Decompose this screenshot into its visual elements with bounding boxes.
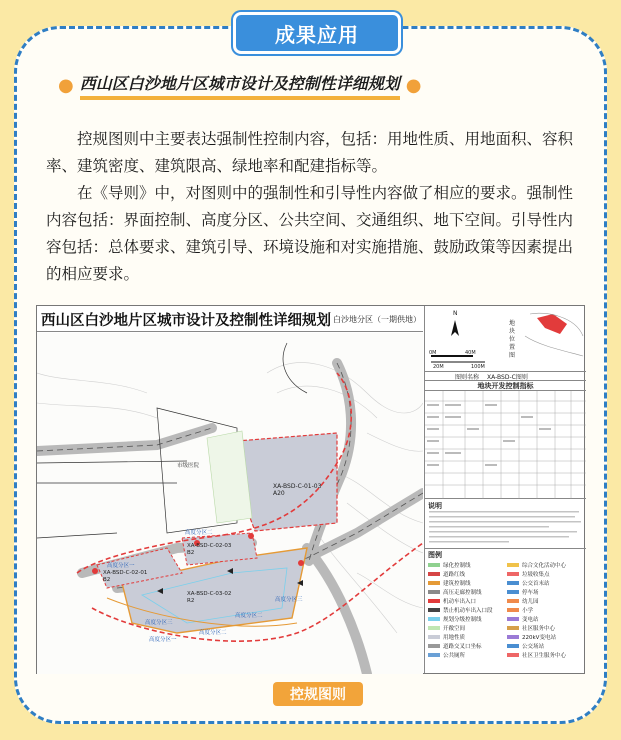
legend-item: 公交场站 (507, 642, 544, 650)
sheet-row (425, 372, 586, 381)
scale-40: 40M (465, 350, 476, 356)
description-paragraph-1: 控规图则中主要表达强制性控制内容，包括：用地性质、用地面积、容积率、建筑密度、建筑限高、绿地率和配建指标等。 (46, 130, 574, 175)
legend-item: 社区服务中心 (507, 624, 555, 632)
description-paragraph-2: 在《导则》中，对图则中的强制性和引导性内容做了相应的要求。强制性内容包括：界面控制、高度分区、公共空间、交通组织、地下空间。引导性内容包括：总体要求、建筑引导、环境设施和对实施措施、鼓励政策等因素提出的相应要求。 (46, 184, 574, 283)
legend-item: 变电站 (507, 615, 539, 623)
legend-item: 公共厕所 (428, 651, 465, 659)
map-subtitle: 白沙地分区（一期供地） (333, 315, 421, 324)
caption-badge-label: 控规图则 (290, 687, 346, 703)
legend-item: 绿化控制线 (428, 561, 471, 569)
height-zone-label: 高度分区一 (107, 563, 135, 569)
control-plan-map (36, 305, 585, 674)
sheet-label: 图则名称 (455, 373, 480, 381)
legend-item: 规划分级控制线 (428, 615, 482, 623)
map-svg (37, 333, 423, 674)
caption-badge (273, 682, 363, 706)
legend-item: 开敞空间 (428, 624, 465, 632)
legend-item: 道路交叉口坐标 (428, 642, 482, 650)
plot-label-a20: XA-BSD-C-01-03 A20 (273, 483, 322, 497)
legend-title: 图例 (428, 551, 442, 559)
north-arrow-icon (425, 306, 586, 372)
map-drawing (37, 333, 423, 674)
scale-100: 100M (471, 364, 485, 370)
bullet-dot-icon: ● (405, 74, 422, 96)
height-zone-label: 高度分区三 (275, 597, 303, 603)
legend-item: 220kV变电站 (507, 633, 556, 641)
scale-20: 20M (433, 364, 444, 370)
legend-item: 禁止机动车出入口段 (428, 606, 493, 614)
legend-item: 停车场 (507, 588, 539, 596)
notes-box (425, 499, 586, 549)
indicator-table (425, 391, 586, 499)
height-zone-label: 高度分区二 (185, 530, 213, 536)
height-zone-label: 高度分区三 (145, 620, 173, 626)
plot-label-hospital: 市级医院 (177, 463, 200, 469)
legend-item: 垃圾收集点 (507, 570, 550, 578)
legend-item: 幼儿园 (507, 597, 539, 605)
sheet-code: XA-BSD-C图则 (487, 373, 528, 381)
height-zone-label: 高度分区一 (149, 637, 177, 643)
project-title: 西山区白沙地片区城市设计及控制性详细规划 (80, 71, 400, 100)
notes-title: 说明 (428, 502, 442, 510)
plot-label-c02: XA-BSD-C-03-02 R2 (187, 591, 232, 604)
indicator-table-grid (425, 391, 586, 499)
description (46, 126, 582, 288)
height-zone-label: 高度分区二 (199, 630, 227, 636)
project-subtitle (58, 68, 443, 102)
map-header (37, 306, 423, 332)
legend-item: 综合文化活动中心 (507, 561, 566, 569)
notes-lines (425, 499, 586, 549)
legend-item: 公交首末站 (507, 579, 550, 587)
map-sidebar (424, 306, 585, 673)
plot-label-b2: XA-BSD-C-02-03 B2 (187, 543, 232, 556)
north-label: N (453, 310, 458, 317)
legend-item: 机动车出入口 (428, 597, 476, 605)
plot-label-west: XA-BSD-C-02-01 B2 (103, 570, 148, 583)
legend-box (425, 549, 586, 673)
section-title: 成果应用 (275, 22, 359, 47)
legend-item: 小学 (507, 606, 533, 614)
legend-item: 高压走廊控制线 (428, 588, 482, 596)
legend-item: 道路红线 (428, 570, 465, 578)
table-title: 地块开发控制指标 (425, 381, 586, 391)
bullet-dot-icon: ● (58, 74, 74, 96)
legend-item: 用地性质 (428, 633, 465, 641)
scale-0: 0M (429, 350, 437, 356)
location-label: 地块位置图 (509, 320, 516, 359)
section-title-tab (233, 12, 401, 54)
legend-item: 社区卫生服务中心 (507, 651, 566, 659)
height-zone-label: 高度分区二 (235, 613, 263, 619)
compass-location-box (425, 306, 586, 372)
map-title: 西山区白沙地片区城市设计及控制性详细规划 (41, 313, 331, 329)
legend-item: 建筑控制线 (428, 579, 471, 587)
